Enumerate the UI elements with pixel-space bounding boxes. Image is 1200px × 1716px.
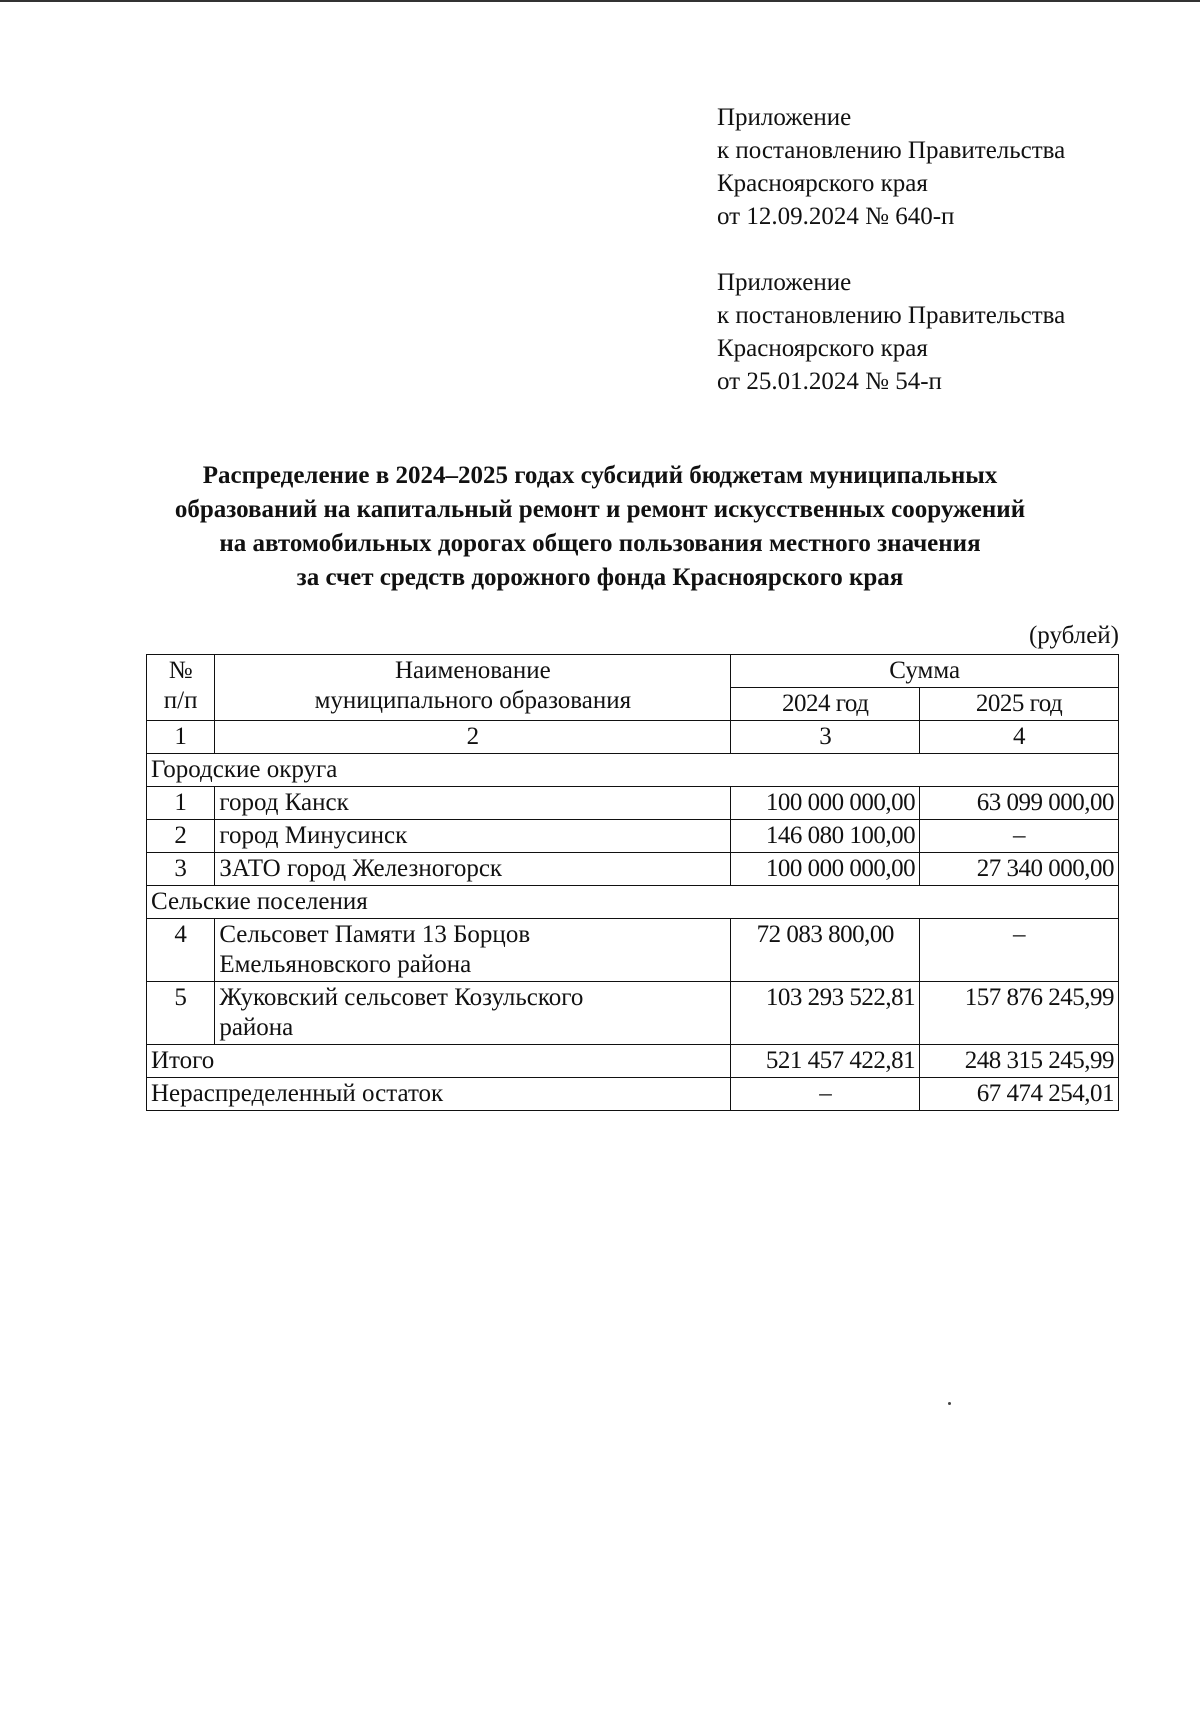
column-number: 3 <box>731 721 920 754</box>
distribution-table <box>146 654 1119 1111</box>
table-row <box>147 853 1119 886</box>
header-number-cell <box>147 655 215 721</box>
remainder-label: Нераспределенный остаток <box>147 1078 731 1111</box>
row-amount-2025: – <box>920 919 1119 982</box>
total-row <box>147 1045 1119 1078</box>
appendix-region: Красноярского края <box>717 170 928 197</box>
column-number: 4 <box>920 721 1119 754</box>
appendix-block-current <box>717 101 1065 233</box>
row-name-line: района <box>219 1014 294 1041</box>
header-year-2024: 2024 год <box>731 688 920 721</box>
table-row <box>147 982 1119 1045</box>
remainder-amount-2025: 67 474 254,01 <box>920 1078 1119 1111</box>
appendix-label: Приложение <box>717 104 852 131</box>
row-amount-2024: 72 083 800,00 <box>731 919 920 982</box>
row-amount-2024: 103 293 522,81 <box>731 982 920 1045</box>
header-number-abbrev: п/п <box>163 687 198 714</box>
row-number: 1 <box>147 787 215 820</box>
row-name-line: Сельсовет Памяти 13 Борцов <box>219 921 531 948</box>
title-line: Распределение в 2024–2025 годах субсидий бюджетам муниципальных <box>202 462 998 489</box>
total-amount-2025: 248 315 245,99 <box>920 1045 1119 1078</box>
row-amount-2024: 146 080 100,00 <box>731 820 920 853</box>
header-year-2025: 2025 год <box>920 688 1119 721</box>
table-row <box>147 820 1119 853</box>
units-label: (рублей) <box>1028 622 1119 649</box>
appendix-region: Красноярского края <box>717 335 928 362</box>
appendix-block-original <box>717 266 1065 398</box>
table-row <box>147 787 1119 820</box>
scan-speck <box>948 1402 951 1405</box>
row-number: 4 <box>147 919 215 982</box>
row-name <box>215 982 731 1045</box>
document-title <box>100 459 1100 595</box>
row-amount-2024: 100 000 000,00 <box>731 853 920 886</box>
appendix-date-number: от 25.01.2024 № 54-п <box>717 368 942 395</box>
appendix-label: Приложение <box>717 269 852 296</box>
row-name: город Канск <box>215 787 731 820</box>
row-amount-2025: 63 099 000,00 <box>920 787 1119 820</box>
column-number: 1 <box>147 721 215 754</box>
row-name <box>215 919 731 982</box>
row-name: город Минусинск <box>215 820 731 853</box>
appendix-reference: к постановлению Правительства <box>717 137 1066 164</box>
row-name: ЗАТО город Железногорск <box>215 853 731 886</box>
header-row <box>147 655 1119 688</box>
column-numbers-row <box>147 721 1119 754</box>
row-number: 3 <box>147 853 215 886</box>
row-amount-2025: 157 876 245,99 <box>920 982 1119 1045</box>
total-amount-2024: 521 457 422,81 <box>731 1045 920 1078</box>
title-line: образований на капитальный ремонт и ремонт искусственных сооружений <box>174 496 1026 523</box>
section-row-urban <box>147 754 1119 787</box>
row-number: 5 <box>147 982 215 1045</box>
header-name-line: Наименование <box>394 657 551 684</box>
row-amount-2024: 100 000 000,00 <box>731 787 920 820</box>
section-label: Городские округа <box>147 754 1119 787</box>
section-label: Сельские поселения <box>147 886 1119 919</box>
title-line: за счет средств дорожного фонда Красноярского края <box>296 564 904 591</box>
header-name-line: муниципального образования <box>314 687 632 714</box>
row-name-line: Емельяновского района <box>219 951 472 978</box>
appendix-date-number: от 12.09.2024 № 640-п <box>717 203 955 230</box>
header-sum-cell: Сумма <box>731 655 1119 688</box>
title-line: на автомобильных дорогах общего пользования местного значения <box>219 530 981 557</box>
row-number: 2 <box>147 820 215 853</box>
remainder-row <box>147 1078 1119 1111</box>
row-amount-2025: – <box>920 820 1119 853</box>
row-name-line: Жуковский сельсовет Козульского <box>219 984 584 1011</box>
total-label: Итого <box>147 1045 731 1078</box>
header-number-sign: № <box>168 657 193 684</box>
row-amount-2025: 27 340 000,00 <box>920 853 1119 886</box>
appendix-reference: к постановлению Правительства <box>717 302 1066 329</box>
scan-top-edge-line <box>0 0 1200 2</box>
section-row-rural <box>147 886 1119 919</box>
table-row <box>147 919 1119 982</box>
column-number: 2 <box>215 721 731 754</box>
remainder-amount-2024: – <box>731 1078 920 1111</box>
header-name-cell <box>215 655 731 721</box>
